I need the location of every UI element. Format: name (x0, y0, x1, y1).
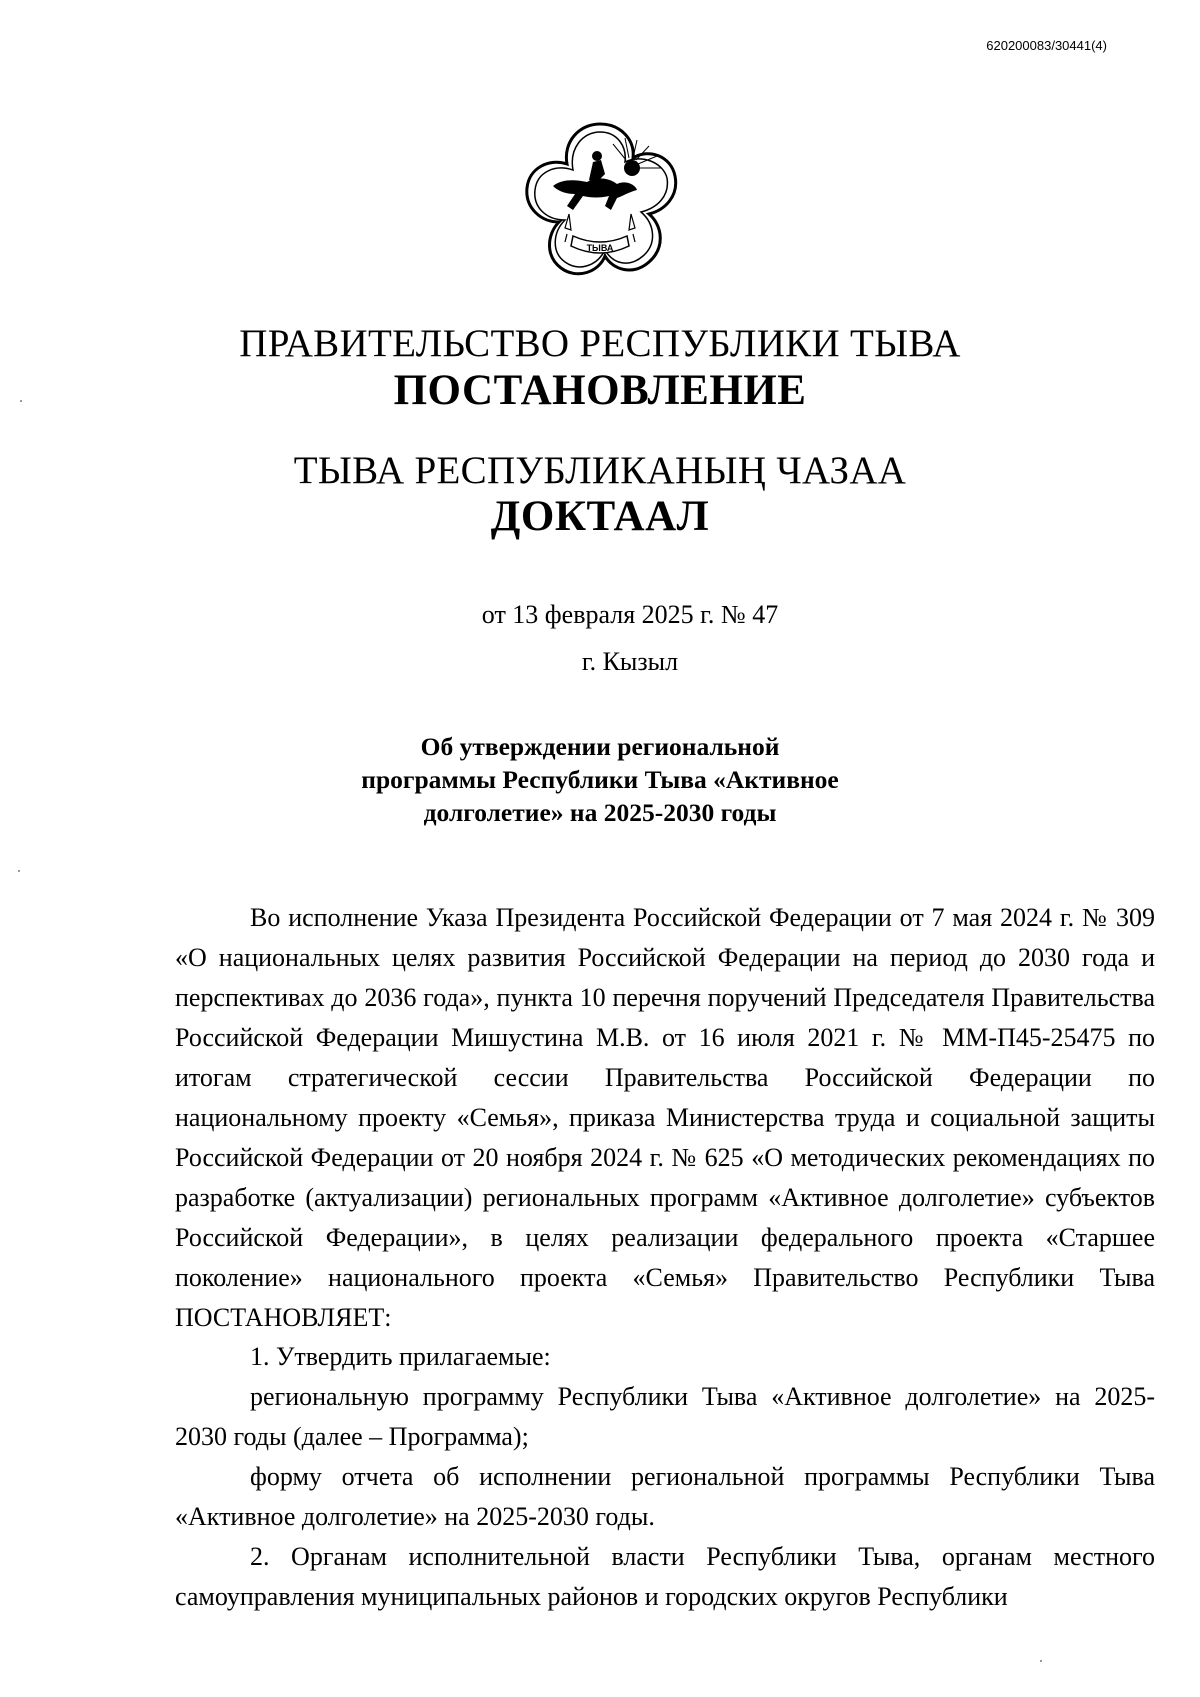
item-1-program: региональную программу Республики Тыва «Активное долголетие» на 2025-2030 годы (далее – Программа); (175, 1382, 1155, 1451)
document-city: г. Кызыл (581, 647, 679, 676)
item-2-paragraph: 2. Органам исполнительной власти Республики Тыва, органам местного самоуправления муниципальных районов и городских округов Республики (175, 1542, 1155, 1611)
scan-speck (20, 400, 22, 402)
preamble-paragraph: Во исполнение Указа Президента Российской Федерации от 7 мая 2024 г. № 309 «О национальных целях развития Российской Федерации на период до 2030 года и перспективах до 2036 года», пункта 10 перечня поручений Председателя Правительства Российской Федерации Мишустина М.В. от 16 июля 2021 г. № ММ-П45-25475 по итогам стратегической сессии Правительства Российской Федерации по национальному проекту «Семья», приказа Министерства труда и социальной защиты Российской Федерации от 20 ноября 2024 г. № 625 «О методических рекомендациях по разработке (актуализации) региональных программ «Активное долголетие» субъектов Российской Федерации», в целях реализации федерального проекта «Старшее поколение» национального проекта «Семья» Правительство Республики Тыва ПОСТАНОВЛЯЕТ: (175, 903, 1155, 1332)
document-date-number: от 13 февраля 2025 г. № 47 (481, 600, 779, 629)
scan-speck (1040, 1660, 1042, 1662)
title-line: Об утверждении региональной (420, 732, 780, 761)
government-name-ru: ПРАВИТЕЛЬСТВО РЕСПУБЛИКИ ТЫВА (239, 322, 961, 365)
government-name-tv: ТЫВА РЕСПУБЛИКАНЫҢ ЧАЗАА (293, 449, 907, 492)
document-type-tv: ДОКТААЛ (490, 493, 710, 540)
svg-text:ТЫВА: ТЫВА (586, 243, 614, 253)
tyva-coat-of-arms-icon (517, 118, 683, 284)
resolution-items (175, 1337, 1155, 1617)
item-1-heading: 1. Утвердить прилагаемые: (250, 1342, 551, 1371)
document-type-ru: ПОСТАНОВЛЕНИЕ (393, 367, 807, 414)
scan-speck (18, 870, 20, 872)
registration-number: 620200083/30441(4) (986, 38, 1107, 53)
preamble-section (175, 898, 1155, 1338)
title-line: программы Республики Тыва «Активное (361, 765, 839, 794)
title-line: долголетие» на 2025-2030 годы (423, 798, 777, 827)
document-title (0, 730, 1200, 829)
item-1-report-form: форму отчета об исполнении региональной программы Республики Тыва «Активное долголетие» на 2025-2030 годы. (175, 1462, 1155, 1531)
